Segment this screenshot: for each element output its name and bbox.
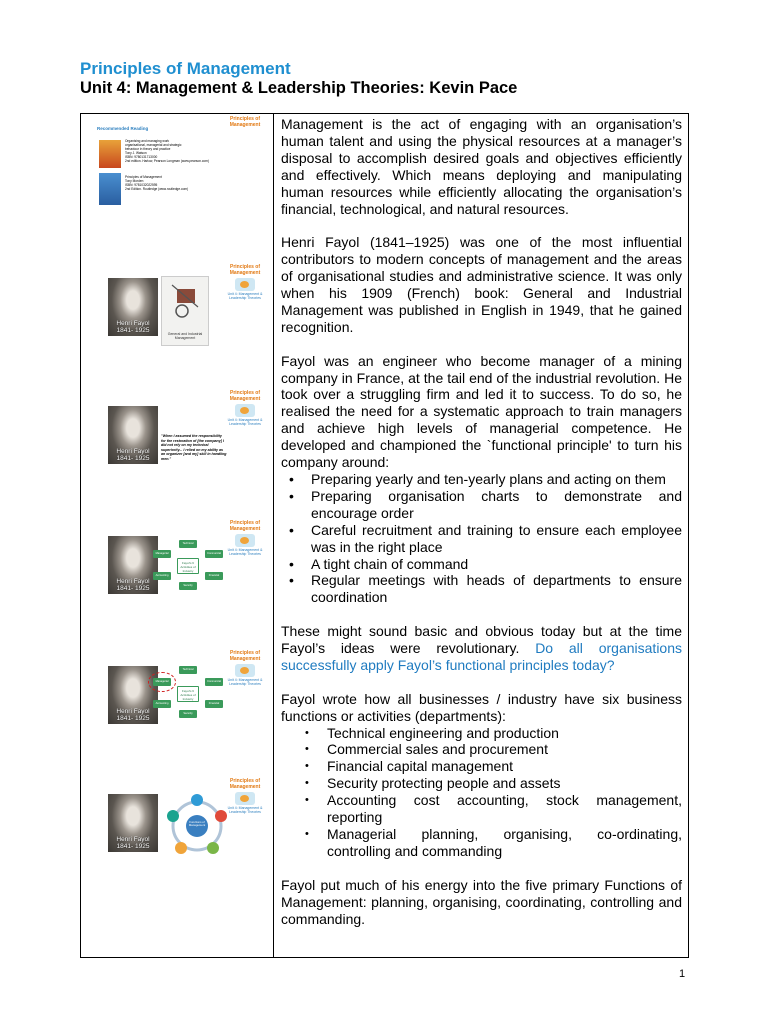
pm-badge: Principles of Management xyxy=(229,116,261,128)
list-item: • Commercial sales and procurement xyxy=(327,741,682,758)
list-item: • Preparing yearly and ten-yearly plans and acting on them xyxy=(311,471,682,488)
paragraph-revolutionary: These might sound basic and obvious today but at the time Fayol’s ideas were revolutionary. Do all organisations successfully apply Fayol’s functional principles today? xyxy=(281,623,682,673)
pm-logo-icon xyxy=(235,664,255,677)
functional-principle-list xyxy=(281,471,682,606)
column-divider xyxy=(273,114,274,957)
pm-logo-icon xyxy=(235,792,255,805)
page-number: 1 xyxy=(679,968,686,980)
reading-heading: Recommended Reading xyxy=(97,126,149,131)
activity-node: Technical xyxy=(179,666,197,674)
book-cover-2 xyxy=(99,173,121,205)
paragraph-five-functions: Fayol put much of his energy into the five primary Functions of Management: planning, organising, coordinating, controlling and commanding. xyxy=(281,876,682,927)
pm-badge: Principles of Management Unit 4: Management & Leadership Theories xyxy=(227,650,263,686)
activity-node: Security xyxy=(179,710,197,718)
list-item: • Accounting cost accounting, stock management, reporting xyxy=(327,792,682,826)
activities-center: Fayol's 6 Activities of Industry xyxy=(177,558,199,574)
paragraph-fayol-intro: Henri Fayol (1841–1925) was one of the most influential contributors to modern concepts of management and the areas of organisational studies and administrative science. It was only when his 1909 (French) book: General and Industrial Management was published in English in 1949, that he gained recognition. xyxy=(281,234,682,335)
activity-node: Commercial xyxy=(205,550,223,558)
activity-node: Financial xyxy=(205,572,223,580)
activity-node: Technical xyxy=(179,540,197,548)
slide-six-activities-highlight xyxy=(95,650,265,750)
book-2-details: Principles of Management Tony Morden ISBN: 9781032022595 2nd Edition. Routledge (www.routledge.com) xyxy=(125,175,189,191)
book-1-details: Organising and managing work organisational, managerial and strategic behaviour in theory and practice Tony J. Watson ISBN: 9780131713000 2nd edition. Harlow, Pearson Longman (www.pearson.com) xyxy=(125,139,209,163)
list-item: • Regular meetings with heads of departments to ensure coordination xyxy=(311,572,682,606)
fayol-portrait: Henri Fayol 1841- 1925 xyxy=(108,406,158,464)
pm-logo-icon xyxy=(235,404,255,417)
activity-node: Financial xyxy=(205,700,223,708)
pm-badge: Principles of Management Unit 4: Management & Leadership Theories xyxy=(227,390,263,426)
machine-illustration-icon xyxy=(162,277,208,327)
pm-logo-icon xyxy=(235,278,255,291)
content-table xyxy=(80,113,689,958)
paragraph-management-definition: Management is the act of engaging with an organisation’s human talent and using the physical resources at a manager’s disposal to accomplish desired goals and objectives efficiently and effectively. Which means deploying and manipulating human resources while efficiently allocating the organisation’s financial, technological, and natural resources. xyxy=(281,116,682,217)
activities-center: Fayol's 6 Activities of Industry xyxy=(177,686,199,702)
activity-node: Managerial xyxy=(153,550,171,558)
fayol-portrait: Henri Fayol 1841- 1925 xyxy=(108,536,158,594)
fayol-portrait: Henri Fayol 1841- 1925 xyxy=(108,666,158,724)
paragraph-six-functions: Fayol wrote how all businesses / industry have six business functions or activities (departments): xyxy=(281,690,682,724)
list-item: • Financial capital management xyxy=(327,758,682,775)
slide-functions-cycle xyxy=(95,778,265,878)
six-functions-list xyxy=(281,725,682,860)
discussion-question: Do all organisations successfully apply Fayol’s functional principles today? xyxy=(281,640,682,673)
book-cover-1 xyxy=(99,140,121,168)
activity-node: Accounting xyxy=(153,700,171,708)
paragraph-fayol-engineer: Fayol was an engineer who become manager of a mining company in France, at the tail end of the industrial revolution. He took over a struggling firm and led it to success. To do so, he realised the need for a systematic approach to train managers and achieve high levels of managerial competence. He developed and championed the `functional principle' to turn his company around: xyxy=(281,352,682,471)
activity-node: Security xyxy=(179,582,197,590)
pm-badge: Principles of Management Unit 4: Management & Leadership Theories xyxy=(227,778,263,814)
activity-node: Commercial xyxy=(205,678,223,686)
slide-fayol-quote xyxy=(95,390,265,490)
list-item: • Managerial planning, organising, co-ordinating, controlling and commanding xyxy=(327,826,682,860)
book-cover-general-industrial: General and Industrial Management xyxy=(161,276,209,346)
activity-node: Accounting xyxy=(153,572,171,580)
slides-column xyxy=(81,114,273,957)
page-title: Principles of Management xyxy=(80,59,291,78)
page-subtitle: Unit 4: Management & Leadership Theories: Kevin Pace xyxy=(80,79,518,97)
slide-recommended-reading xyxy=(95,116,265,216)
pm-badge: Principles of Management Unit 4: Management & Leadership Theories xyxy=(227,264,263,300)
list-item: • Security protecting people and assets xyxy=(327,775,682,792)
text-column xyxy=(281,116,682,927)
pm-badge: Principles of Management Unit 4: Management & Leadership Theories xyxy=(227,520,263,556)
fayol-portrait: Henri Fayol 1841- 1925 xyxy=(108,794,158,852)
list-item: • Careful recruitment and training to ensure each employee was in the right place xyxy=(311,522,682,556)
activity-node: Managerial xyxy=(153,678,171,686)
list-item: • Technical engineering and production xyxy=(327,725,682,742)
slide-six-activities xyxy=(95,520,265,620)
list-item: • A tight chain of command xyxy=(311,556,682,573)
functions-center-label: Functions of Management xyxy=(188,820,206,828)
fayol-quote: "When I assumed the responsibility for the restoration of [the company] I did not rely on my technical superiority... I relied on my ability as an organizer [and my] skill in handling men." xyxy=(161,434,227,461)
highlight-circle xyxy=(148,672,176,692)
fayol-portrait: Henri Fayol 1841- 1925 xyxy=(108,278,158,336)
list-item: • Preparing organisation charts to demonstrate and encourage order xyxy=(311,488,682,522)
slide-fayol-book xyxy=(95,264,265,364)
pm-logo-icon xyxy=(235,534,255,547)
